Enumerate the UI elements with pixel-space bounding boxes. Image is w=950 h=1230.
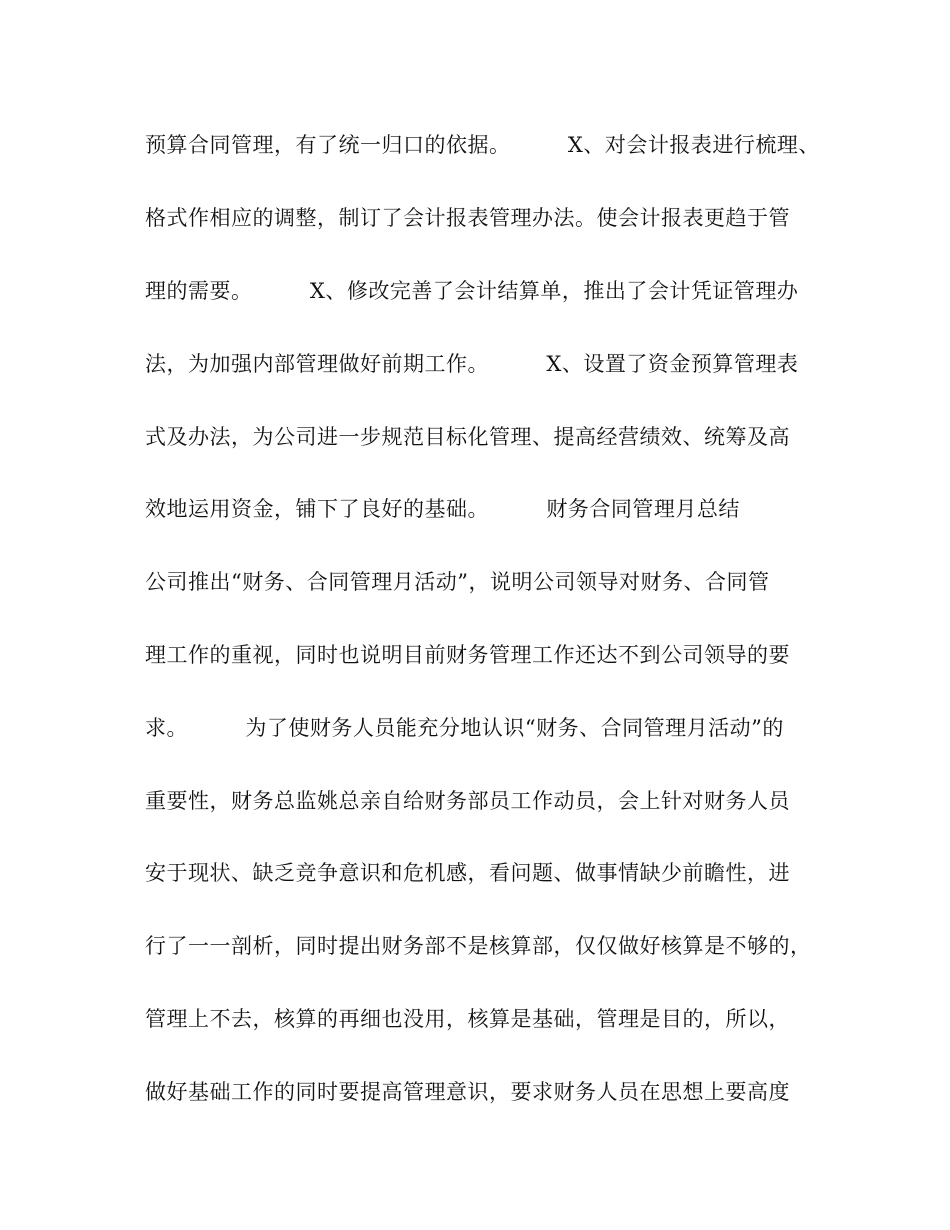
text-line: 重要性，财务总监姚总亲自给财务部员工作动员，会上针对财务人员	[145, 789, 790, 813]
text-line: 法，为加强内部管理做好前期工作。 X、设置了资金预算管理表	[145, 352, 799, 376]
text-line: 公司推出“财务、合同管理月活动”，说明公司领导对财务、合同管	[145, 570, 770, 594]
text-line: 安于现状、缺乏竞争意识和危机感，看问题、做事情缺少前瞻性，进	[145, 861, 790, 885]
text-line: 式及办法，为公司进一步规范目标化管理、提高经营绩效、统筹及高	[145, 425, 790, 449]
text-line: 效地运用资金，铺下了良好的基础。 财务合同管理月总结	[145, 497, 740, 521]
text-line: 理工作的重视，同时也说明目前财务管理工作还达不到公司领导的要	[145, 643, 790, 667]
text-line: 管理上不去，核算的再细也没用，核算是基础，管理是目的，所以，	[145, 1007, 790, 1031]
text-line: 理的需要。 X、修改完善了会计结算单，推出了会计凭证管理办	[145, 279, 799, 303]
text-line: 格式作相应的调整，制订了会计报表管理办法。使会计报表更趋于管	[145, 206, 790, 230]
text-line: 做好基础工作的同时要提高管理意识，要求财务人员在思想上要高度	[145, 1080, 790, 1104]
text-line: 预算合同管理，有了统一归口的依据。 X、对会计报表进行梳理、	[145, 133, 820, 157]
text-line: 求。 为了使财务人员能充分地认识“财务、合同管理月活动”的	[145, 716, 784, 740]
text-line: 行了一一剖析，同时提出财务部不是核算部，仅仅做好核算是不够的，	[145, 934, 812, 958]
